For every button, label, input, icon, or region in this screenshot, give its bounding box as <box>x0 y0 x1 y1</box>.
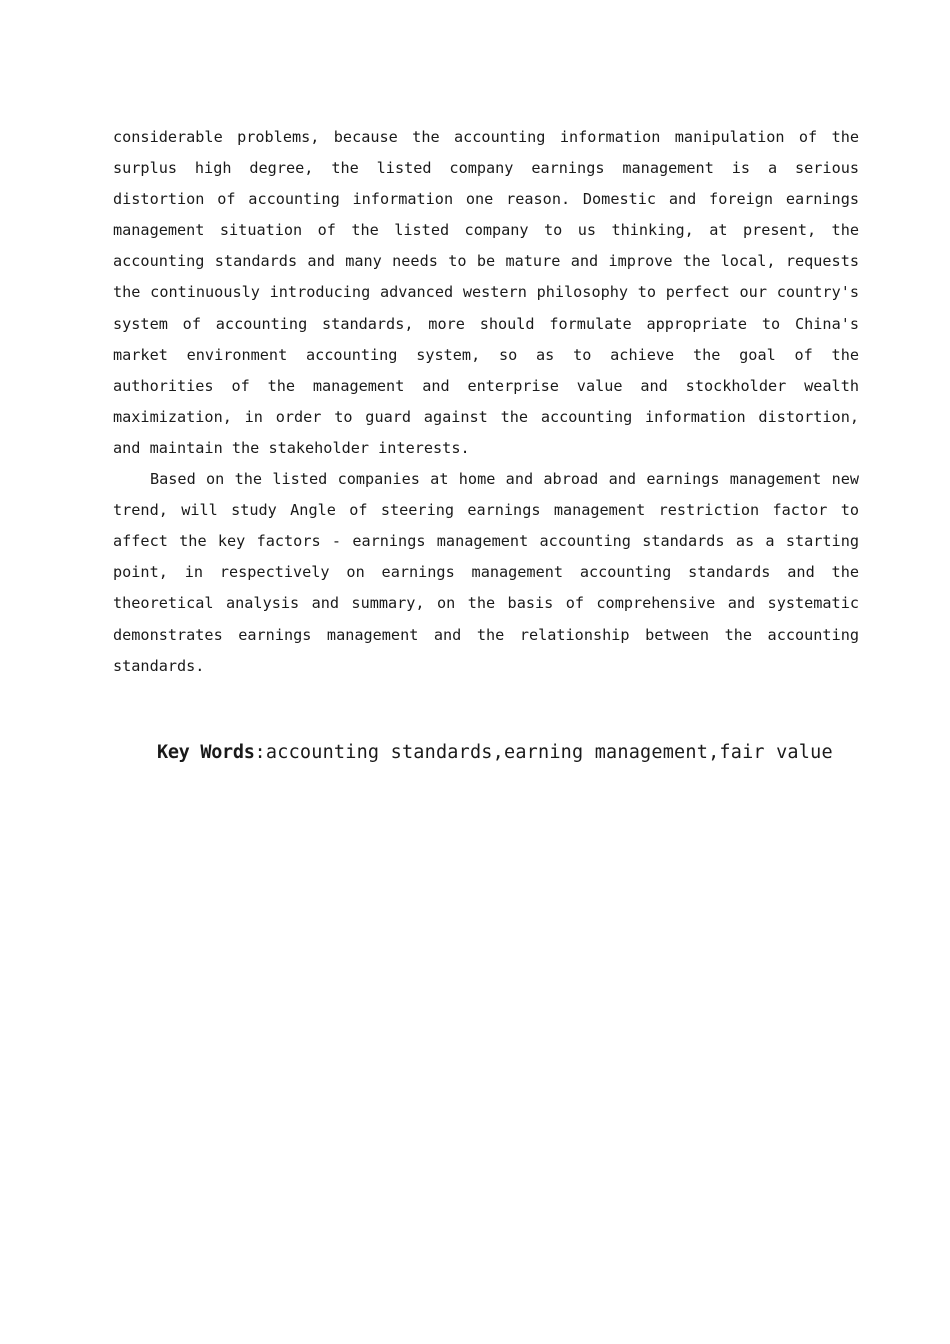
keywords-label: Key Words <box>157 742 255 763</box>
abstract-paragraph: Based on the listed companies at home and abroad and earnings management new trend, will study Angle of steering earnings management restriction factor to affect the key factors - earnings management accounting standards as a starting point, in respectively on earnings management accounting standards and the theoretical analysis and summary, on the basis of comprehensive and systematic demonstrates earnings management and the relationship between the accounting standards. <box>113 470 859 675</box>
keywords-separator: : <box>254 742 266 763</box>
abstract-paragraph-continuation: considerable problems, because the accounting information manipulation of the surplus high degree, the listed company earnings management is a serious distortion of accounting information one reason. Domestic and foreign earnings management situation of the listed company to us thinking, at present, the accounting standards and many needs to be mature and improve the local, requests the continuously introducing advanced western philosophy to perfect our country's system of accounting standards, more should formulate appropriate to China's market environment accounting system, so as to achieve the goal of the authorities of the management and enterprise value and stockholder wealth maximization, in order to guard against the accounting information distortion, and maintain the stakeholder interests. <box>113 128 859 457</box>
keywords-value: accounting standards,earning management,fair value <box>265 742 833 763</box>
keywords-line <box>157 738 857 768</box>
abstract-body <box>113 122 859 682</box>
